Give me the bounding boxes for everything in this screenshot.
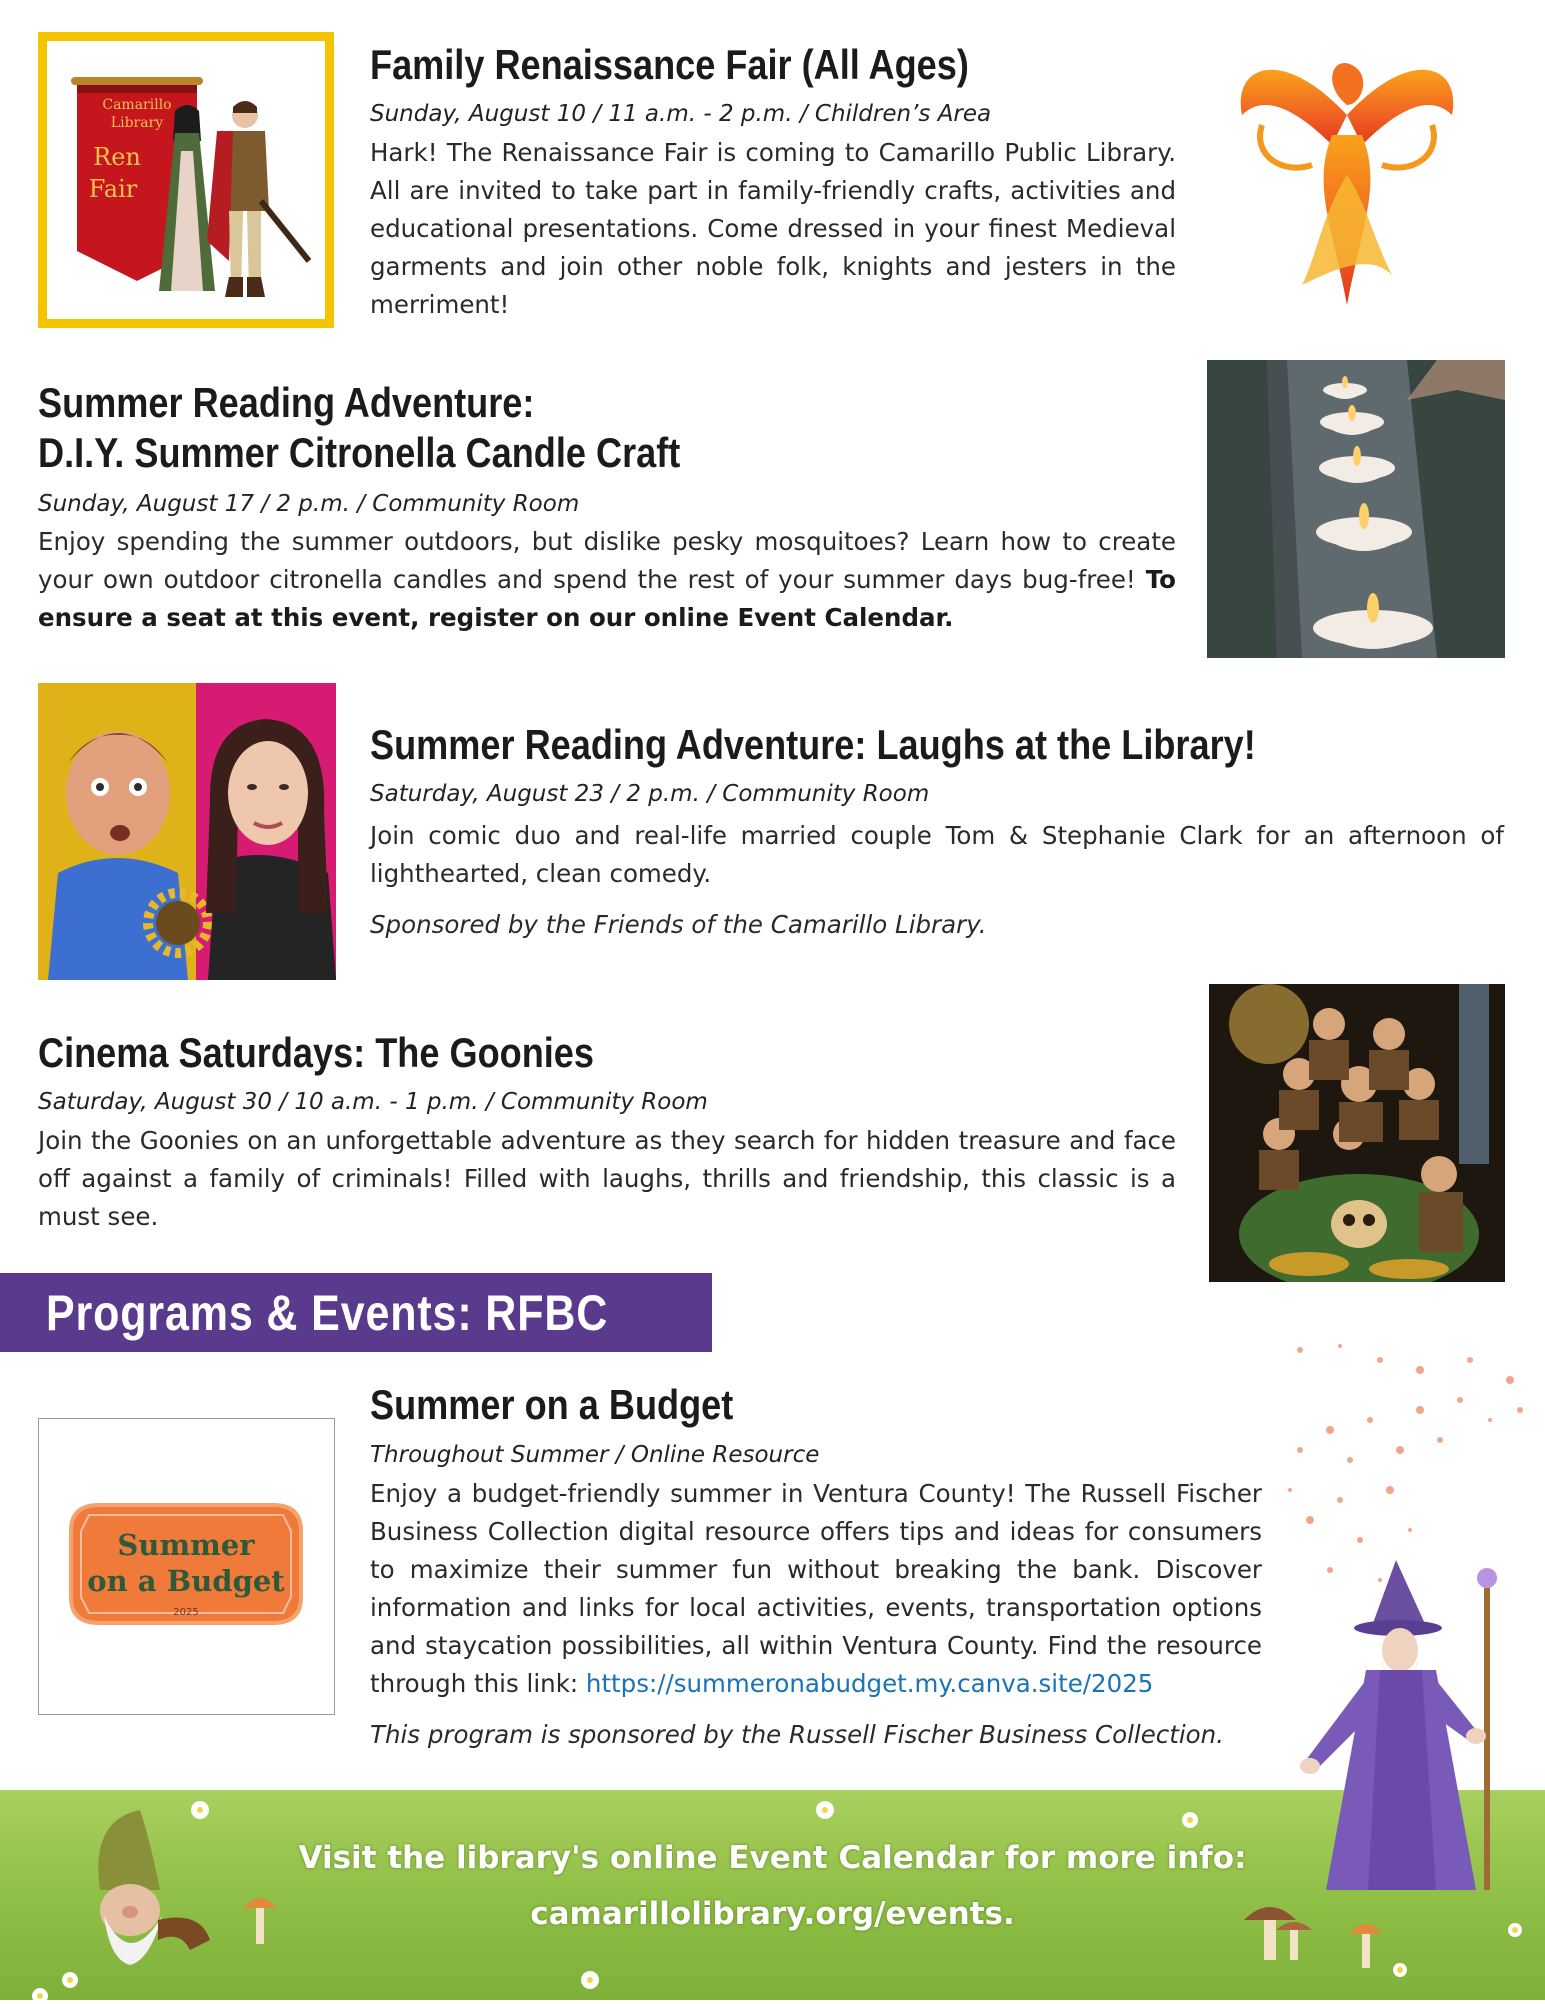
mushroom-icon [240,1888,280,1948]
mushroom-icon [1346,1914,1386,1974]
footer-line1: Visit the library's online Event Calendar for more info: [298,1840,1247,1876]
event-title-candle-line2: D.I.Y. Summer Citronella Candle Craft [38,429,681,476]
event-meta-comedy: Saturday, August 23 / 2 p.m. / Community Room [370,781,930,807]
event-title-candle-line1: Summer Reading Adventure: [38,379,535,426]
budget-badge-line2: on a Budget [87,1564,285,1598]
ren-fair-image [38,32,334,328]
budget-meta: Throughout Summer / Online Resource [370,1442,820,1468]
phoenix-icon [1222,25,1472,315]
budget-title: Summer on a Budget [370,1381,734,1428]
event-title-goonies: Cinema Saturdays: The Goonies [38,1029,594,1076]
event-meta-ren-fair: Sunday, August 10 / 11 a.m. - 2 p.m. / Children’s Area [370,101,992,127]
event-body-candle-register: To ensure a seat at this event, register on our online Event Calendar. [38,565,1176,632]
section-banner [0,1273,712,1352]
ren-fair-illustration [47,41,325,319]
event-meta-candle: Sunday, August 17 / 2 p.m. / Community Room [38,491,580,517]
budget-body-text: Enjoy a budget-friendly summer in Ventura County! The Russell Fischer Business Collection digital resource offers tips and ideas for consumers to maximize their summer fun without breaking the bank. Discover information and links for local activities, events, transportation options and staycation possibilities, all within Ventura County. Find the resource through this link: [370,1479,1262,1698]
event-body-candle-text: Enjoy spending the summer outdoors, but dislike pesky mosquitoes? Learn how to create your own outdoor citronella candles and spend the rest of your summer days bug-free! [38,527,1176,594]
ren-banner-line2: Library [110,115,164,131]
budget-sponsor: This program is sponsored by the Russell Fischer Business Collection. [370,1720,1224,1749]
goonies-poster [1209,984,1505,1282]
footer-line2[interactable]: camarillolibrary.org/events. [530,1896,1015,1932]
ren-banner-line4: Fair [88,175,138,203]
comedians-photo [38,683,336,980]
budget-badge-year: 2025 [173,1607,199,1618]
ren-banner-line1: Camarillo [102,97,172,113]
event-sponsor-comedy: Sponsored by the Friends of the Camarillo Library. [370,910,987,939]
event-title-comedy: Summer Reading Adventure: Laughs at the Library! [370,721,1256,768]
event-body-candle [38,523,1176,637]
wizard-icon [1276,1560,1526,1890]
candles-photo [1207,360,1505,658]
event-body-ren-fair: Hark! The Renaissance Fair is coming to Camarillo Public Library. All are invited to take part in family-friendly crafts, activities and educational presentations. Come dressed in your finest Medieval garments and join other noble folk, knights and jesters in the merriment! [370,138,1176,319]
event-body-comedy: Join comic duo and real-life married couple Tom & Stephanie Clark for an afternoon of lighthearted, clean comedy. [370,821,1504,888]
ren-banner-line3: Ren [93,143,141,171]
event-meta-goonies: Saturday, August 30 / 10 a.m. - 1 p.m. / Community Room [38,1089,708,1115]
event-body-goonies: Join the Goonies on an unforgettable adventure as they search for hidden treasure and face off against a family of criminals! Filled with laughs, thrills and friendship, this classic is a must see. [38,1126,1176,1231]
budget-badge-line1: Summer [117,1528,255,1562]
mushroom-icon [1240,1890,1320,1970]
summer-budget-logo [38,1418,335,1715]
section-heading: Programs & Events: RFBC [46,1285,609,1341]
budget-body [370,1475,1262,1703]
event-title-ren-fair: Family Renaissance Fair (All Ages) [370,41,969,88]
budget-resource-link[interactable]: https://summeronabudget.my.canva.site/2025 [585,1669,1154,1698]
gnome-icon [70,1800,220,1980]
